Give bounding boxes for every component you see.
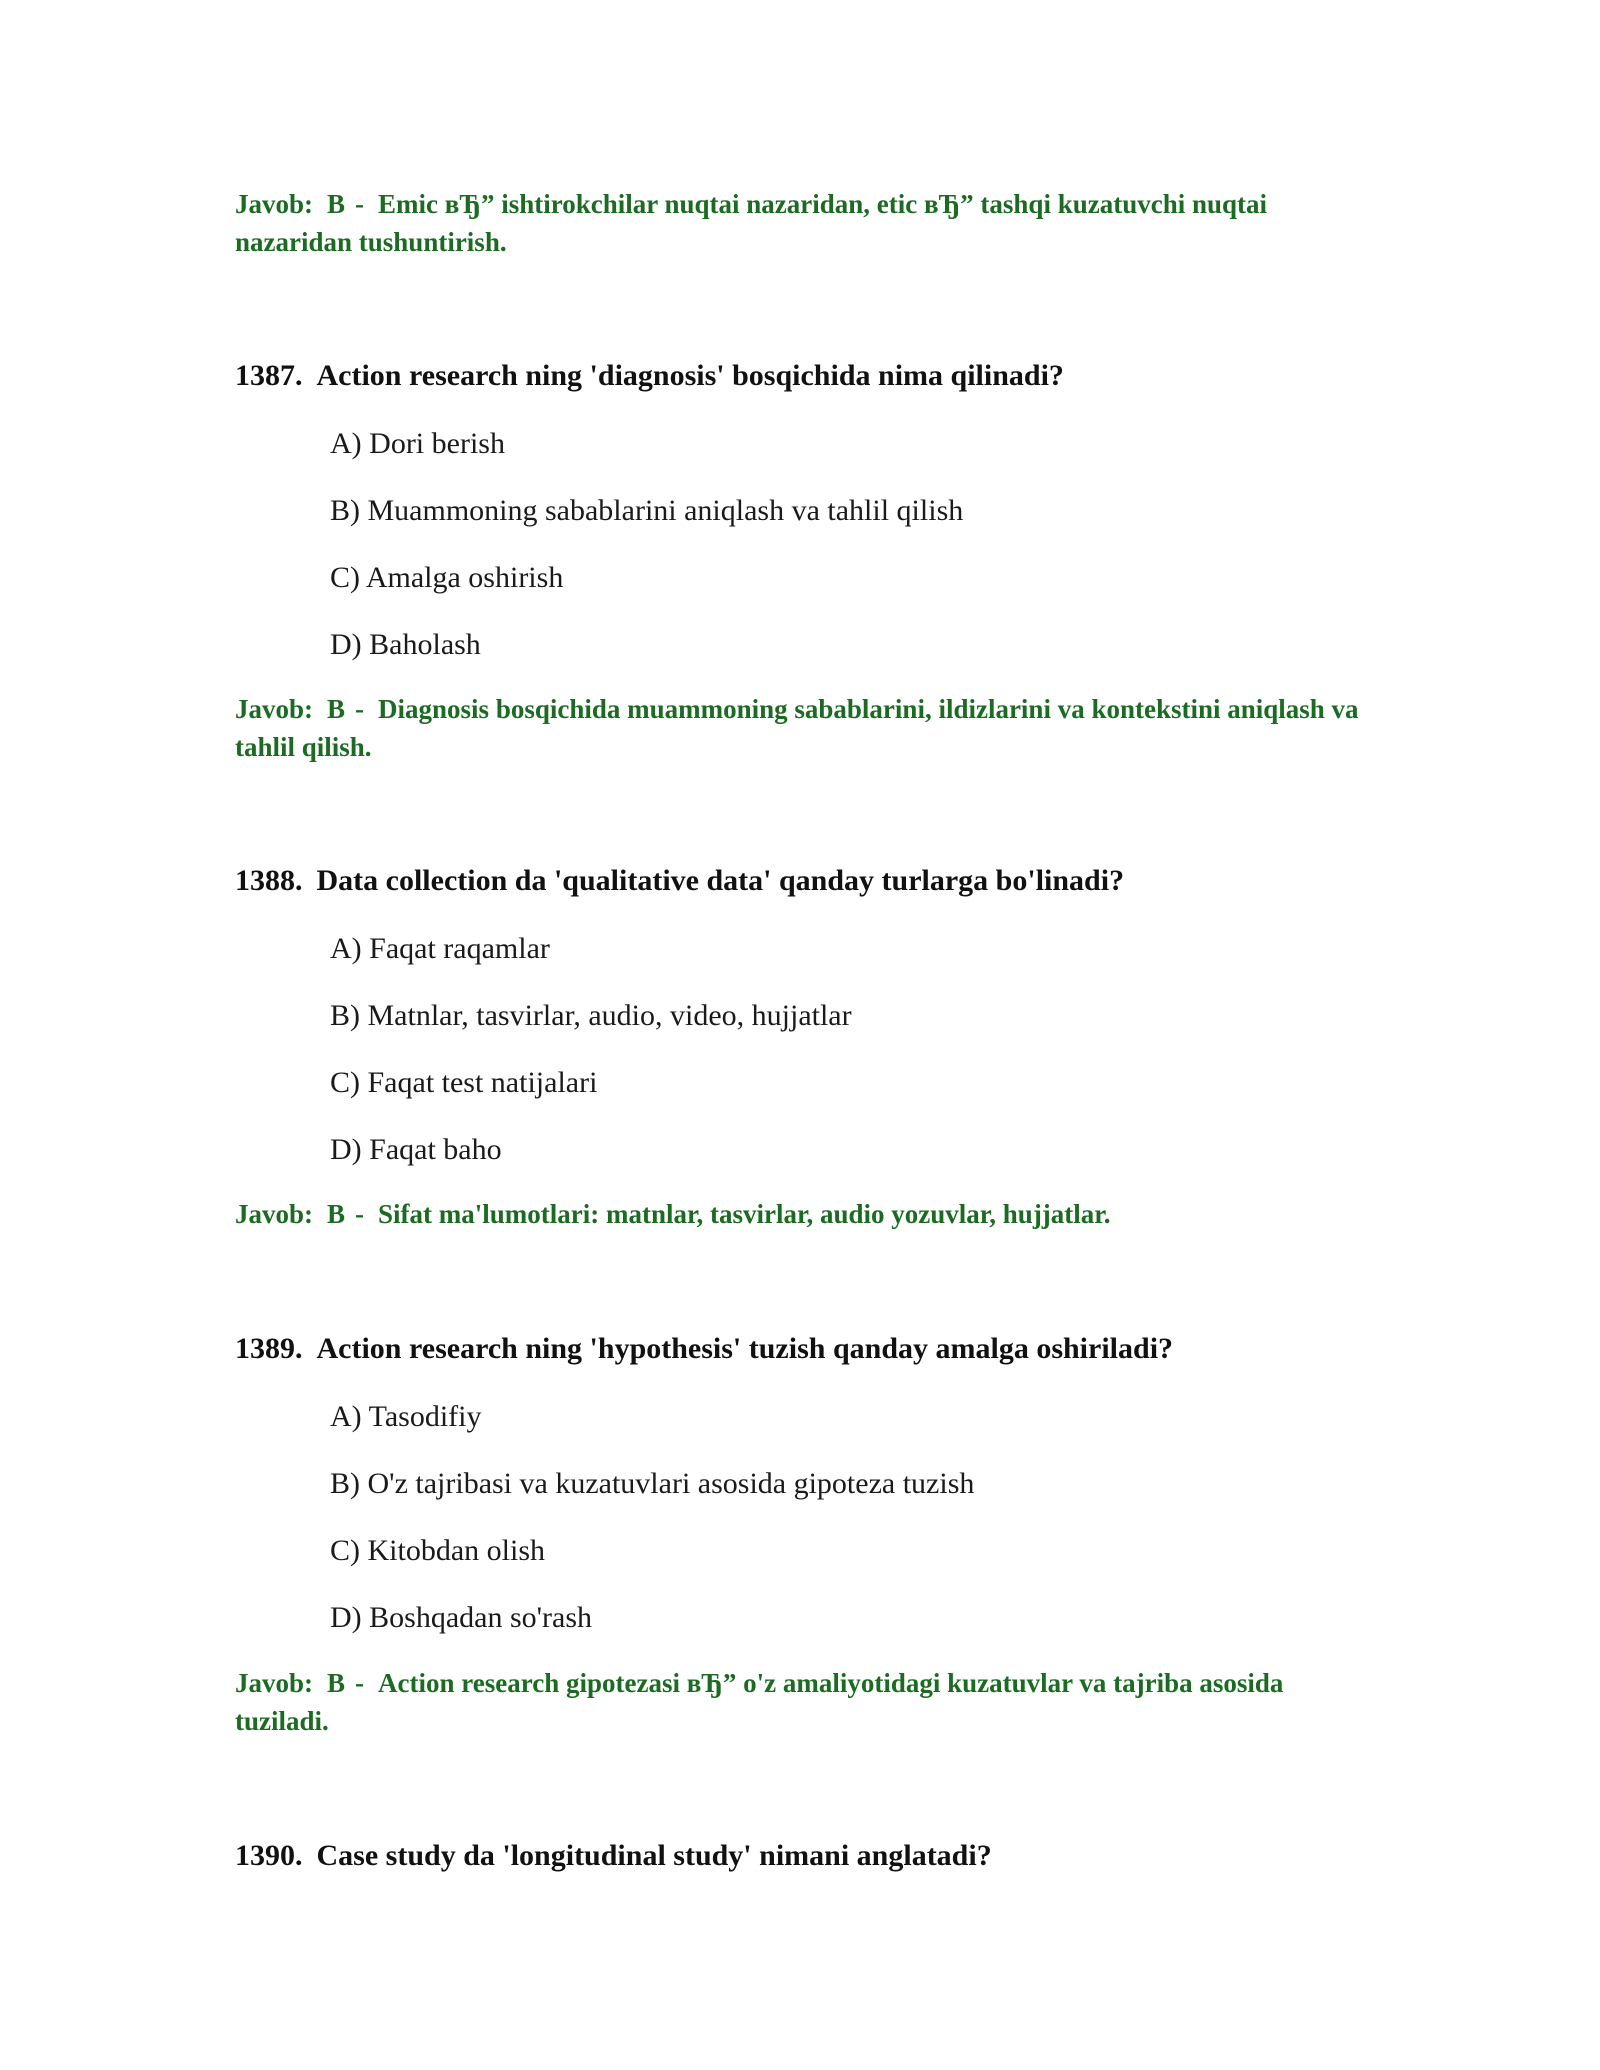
option-a: A) Faqat raqamlar <box>330 932 550 965</box>
option-c: C) Faqat test natijalari <box>330 1066 598 1099</box>
option-c: C) Amalga oshirish <box>330 561 564 594</box>
answer-block <box>235 690 1375 766</box>
answer-block <box>235 1195 1375 1233</box>
answer-label: Javob: <box>235 1668 314 1698</box>
answer-dash: - <box>355 1668 365 1698</box>
option-a: A) Tasodifiy <box>330 1400 482 1433</box>
answer-block <box>235 1664 1375 1740</box>
option-b: B) O'z tajribasi va kuzatuvlari asosida gipoteza tuzish <box>330 1467 975 1500</box>
question-heading <box>235 1329 1375 1369</box>
option-d: D) Boshqadan so'rash <box>330 1601 593 1634</box>
question-heading <box>235 1836 1375 1876</box>
option-c: C) Kitobdan olish <box>330 1534 545 1567</box>
answer-dash: - <box>355 189 365 219</box>
question-text: Action research ning 'hypothesis' tuzish qanday amalga oshiriladi? <box>316 1332 1174 1365</box>
question-text: Case study da 'longitudinal study' nimani anglatadi? <box>316 1839 992 1872</box>
question-text: Action research ning 'diagnosis' bosqichida nima qilinadi? <box>316 359 1064 392</box>
question-heading <box>235 356 1375 396</box>
answer-letter: B <box>327 1199 346 1229</box>
answer-letter: B <box>327 694 346 724</box>
question-number: 1389. <box>235 1332 303 1365</box>
question-text: Data collection da 'qualitative data' qanday turlarga bo'linadi? <box>316 864 1125 897</box>
question-number: 1388. <box>235 864 303 897</box>
answer-text: Emic вЂ” ishtirokchilar nuqtai nazaridan, etic вЂ” tashqi kuzatuvchi nuqtai nazaridan tushuntirish. <box>235 189 1268 257</box>
question-number: 1387. <box>235 359 303 392</box>
answer-dash: - <box>355 1199 365 1229</box>
answer-block <box>235 185 1375 261</box>
answer-text: Diagnosis bosqichida muammoning sabablarini, ildizlarini va kontekstini aniqlash va tahlil qilish. <box>235 694 1359 762</box>
answer-letter: B <box>327 1668 346 1698</box>
option-d: D) Faqat baho <box>330 1133 502 1166</box>
answer-letter: B <box>327 189 346 219</box>
answer-label: Javob: <box>235 189 314 219</box>
question-number: 1390. <box>235 1839 303 1872</box>
answer-text: Sifat ma'lumotlari: matnlar, tasvirlar, audio yozuvlar, hujjatlar. <box>378 1199 1111 1229</box>
answer-text: Action research gipotezasi вЂ” o'z amaliyotidagi kuzatuvlar va tajriba asosida tuziladi. <box>235 1668 1284 1736</box>
answer-label: Javob: <box>235 1199 314 1229</box>
option-d: D) Baholash <box>330 628 481 661</box>
answer-label: Javob: <box>235 694 314 724</box>
question-heading <box>235 861 1375 901</box>
answer-dash: - <box>355 694 365 724</box>
option-b: B) Muammoning sabablarini aniqlash va tahlil qilish <box>330 494 964 527</box>
option-a: A) Dori berish <box>330 427 505 460</box>
option-b: B) Matnlar, tasvirlar, audio, video, hujjatlar <box>330 999 852 1032</box>
